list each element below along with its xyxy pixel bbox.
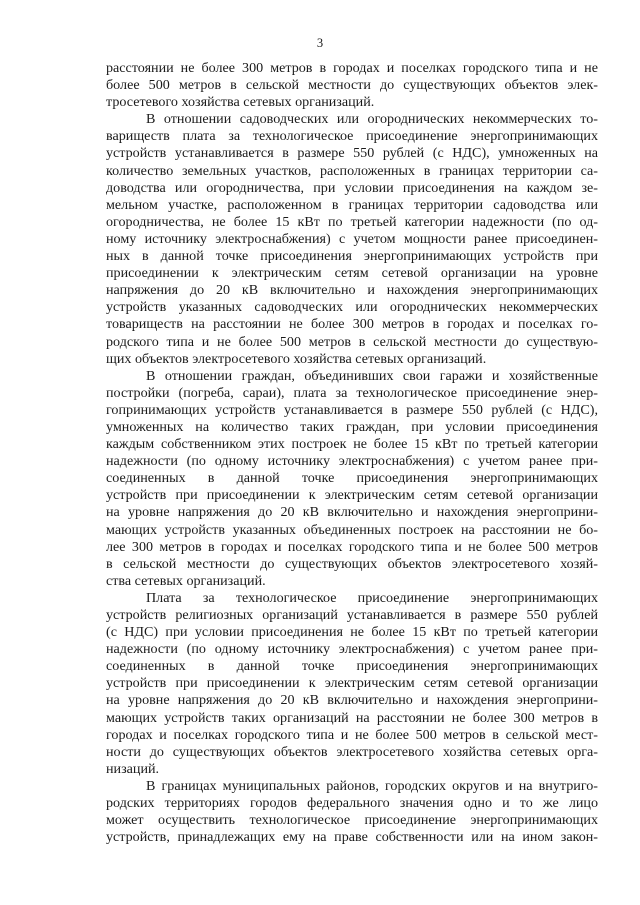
text-line: соединенных в данной точке присоединения энергопринимающих [106,658,598,675]
text-line: вариществ плата за технологическое присоединение энергопринимающих [106,128,598,145]
text-line: лее 300 метров в городах и поселках городского типа и не более 500 метров [106,538,598,555]
text-line: устройств, принадлежащих ему на праве собственности или на ином закон- [106,829,598,846]
text-line: мающих устройств указанных объединенных построек на расстоянии не бо- [106,521,598,538]
text-line: мающих устройств таких организаций на расстоянии не более 300 метров в [106,709,598,726]
paragraph [106,778,598,846]
text-line: надежности (по одному источнику электроснабжения) с учетом ранее при- [106,453,598,470]
text-line: Плата за технологическое присоединение энергопринимающих [146,589,598,606]
paragraph [106,60,598,111]
text-line: количество земельных участков, расположенных в границах территории са- [106,162,598,179]
text-line: соединенных в данной точке присоединения энергопринимающих [106,470,598,487]
text-line: (с НДС) при условии присоединения не более 15 кВт по третьей категории [106,624,598,641]
text-line: напряжения до 20 кВ включительно и нахождения энергопринимающих [106,282,598,299]
text-line: на уровне напряжения до 20 кВ включительно и нахождения энергоприни- [106,692,598,709]
paragraph [106,111,598,367]
text-line: ства сетевых организаций. [106,572,266,589]
text-line: устройств при присоединении к электрическим сетям сетевой организации [106,675,598,692]
text-line: В границах муниципальных районов, городских округов и на внутриго- [146,777,598,794]
text-line: тросетевого хозяйства сетевых организаций. [106,94,375,111]
text-line: низаций. [106,760,160,777]
text-line: доводства или огородничества, при условии присоединения на каждом зе- [106,179,598,196]
text-line: постройки (погреба, сараи), плата за технологическое присоединение энер- [106,384,598,401]
text-line: устройств устанавливается в размере 550 рублей (с НДС), умноженных на [106,145,598,162]
text-line: более 500 метров в сельской местности до существующих объектов элек- [106,77,598,94]
text-line: городах и поселках городского типа и не более 500 метров в сельской мест- [106,726,598,743]
page-number: 3 [316,36,324,50]
text-line: может осуществить технологическое присоединение энергопринимающих [106,812,598,829]
text-line: родского типа и не более 500 метров в сельской местности до существую- [106,333,598,350]
text-line: каждым собственником этих построек не более 15 кВт по третьей категории [106,436,598,453]
paragraph [106,590,598,778]
text-line: огородничества, не более 15 кВт по третьей категории надежности (по од- [106,213,598,230]
text-line: расстоянии не более 300 метров в городах и поселках городского типа и не [106,60,598,76]
text-line: устройств при присоединении к электрическим сетям сетевой организации [106,487,598,504]
text-line: родских территориях городов федерального значения одно и то же лицо [106,795,598,812]
text-line: на уровне напряжения до 20 кВ включительно и нахождения энергоприни- [106,504,598,521]
text-line: устройств указанных садоводческих или огороднических некоммерческих [106,299,598,316]
text-line: надежности (по одному источнику электроснабжения) с учетом ранее при- [106,641,598,658]
body-text [106,60,598,846]
text-line: умноженных на количество таких граждан, при условии присоединения [106,418,598,435]
text-line: в сельской местности до существующих объектов электросетевого хозяй- [106,555,598,572]
text-line: ности до существующих объектов электросетевого хозяйства сетевых орга- [106,743,598,760]
text-line: мельном участке, расположенном в границах территории садоводства или [106,196,598,213]
paragraph [106,368,598,590]
text-line: устройств религиозных организаций устанавливается в размере 550 рублей [106,607,598,623]
text-line: В отношении граждан, объединивших свои гаражи и хозяйственные [146,367,598,384]
text-line: В отношении садоводческих или огороднических некоммерческих то- [146,111,598,128]
text-line: товариществ на расстоянии не более 300 метров в городах и поселках го- [106,316,598,333]
text-line: гопринимающих устройств устанавливается в размере 550 рублей (с НДС), [106,401,598,418]
text-line: присоединении к электрическим сетям сетевой организации на уровне [106,265,598,282]
text-line: ному источнику электроснабжения) с учетом мощности ранее присоединен- [106,230,598,247]
text-line: ных в данной точке присоединения энергопринимающих устройств при [106,248,598,265]
text-line: щих объектов электросетевого хозяйства сетевых организаций. [106,350,487,367]
